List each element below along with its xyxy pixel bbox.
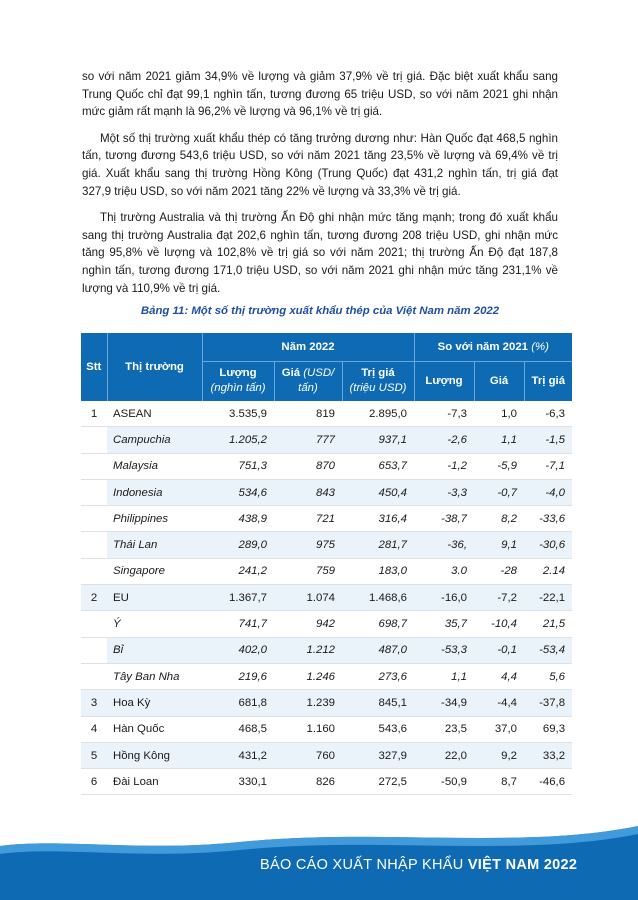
report-title: BÁO CÁO XUẤT NHẬP KHẨU VIỆT NAM 2022 xyxy=(260,857,578,873)
cell-price: 760 xyxy=(274,742,342,768)
cell-price: 721 xyxy=(274,506,342,532)
cell-price: 1.212 xyxy=(274,637,342,663)
table-row xyxy=(81,558,572,584)
cell-c-value: 69,3 xyxy=(524,716,572,742)
header-market: Thị trường xyxy=(107,333,202,401)
cell-c-price: 4,4 xyxy=(474,663,524,689)
cell-c-value: -46,6 xyxy=(524,769,572,795)
cell-name: ASEAN xyxy=(107,401,202,427)
header-cmp-qty: Lượng xyxy=(414,361,474,401)
cell-price: 975 xyxy=(274,532,342,558)
cell-stt xyxy=(81,637,107,663)
cell-value: 272,5 xyxy=(342,769,414,795)
cell-value: 327,9 xyxy=(342,742,414,768)
cell-stt: 6 xyxy=(81,769,107,795)
cell-name: Philippines xyxy=(107,506,202,532)
cell-value: 450,4 xyxy=(342,479,414,505)
cell-value: 698,7 xyxy=(342,611,414,637)
cell-name: Hoa Kỳ xyxy=(107,690,202,716)
table-row xyxy=(81,532,572,558)
cell-c-price: -28 xyxy=(474,558,524,584)
cell-price: 1.239 xyxy=(274,690,342,716)
table-row xyxy=(81,690,572,716)
cell-stt xyxy=(81,427,107,453)
table-row xyxy=(81,506,572,532)
cell-c-price: -0,7 xyxy=(474,479,524,505)
cell-name: Campuchia xyxy=(107,427,202,453)
cell-c-value: -1,5 xyxy=(524,427,572,453)
cell-c-value: 2.14 xyxy=(524,558,572,584)
cell-c-price: -5,9 xyxy=(474,453,524,479)
cell-qty: 219,6 xyxy=(202,663,274,689)
cell-c-value: 33,2 xyxy=(524,742,572,768)
cell-qty: 438,9 xyxy=(202,506,274,532)
cell-c-qty: 22,0 xyxy=(414,742,474,768)
cell-stt xyxy=(81,506,107,532)
table-body xyxy=(81,401,572,795)
table-row xyxy=(81,427,572,453)
cell-c-price: -0,1 xyxy=(474,637,524,663)
table-row xyxy=(81,663,572,689)
cell-value: 543,6 xyxy=(342,716,414,742)
cell-c-value: -6,3 xyxy=(524,401,572,427)
cell-stt: 5 xyxy=(81,742,107,768)
cell-price: 819 xyxy=(274,401,342,427)
header-cmp-price: Giá xyxy=(474,361,524,401)
cell-name: Đài Loan xyxy=(107,769,202,795)
cell-qty: 741,7 xyxy=(202,611,274,637)
header-value: Trị giá (triệu USD) xyxy=(342,361,414,401)
cell-price: 942 xyxy=(274,611,342,637)
cell-c-qty: -50,9 xyxy=(414,769,474,795)
header-year-2022: Năm 2022 xyxy=(202,333,414,361)
cell-name: EU xyxy=(107,585,202,611)
cell-qty: 330,1 xyxy=(202,769,274,795)
cell-qty: 3.535,9 xyxy=(202,401,274,427)
cell-c-value: -33,6 xyxy=(524,506,572,532)
cell-qty: 241,2 xyxy=(202,558,274,584)
cell-c-qty: -36, xyxy=(414,532,474,558)
table-row xyxy=(81,611,572,637)
cell-c-qty: -34,9 xyxy=(414,690,474,716)
cell-c-price: 8,2 xyxy=(474,506,524,532)
cell-name: Indonesia xyxy=(107,479,202,505)
cell-c-price: 8,7 xyxy=(474,769,524,795)
cell-c-qty: -7,3 xyxy=(414,401,474,427)
cell-c-price: 37,0 xyxy=(474,716,524,742)
cell-name: Hàn Quốc xyxy=(107,716,202,742)
cell-c-value: -53,4 xyxy=(524,637,572,663)
page-number: 40 xyxy=(80,830,96,846)
cell-stt: 2 xyxy=(81,585,107,611)
cell-c-qty: -1,2 xyxy=(414,453,474,479)
cell-price: 1.074 xyxy=(274,585,342,611)
cell-price: 1.160 xyxy=(274,716,342,742)
cell-c-value: 5,6 xyxy=(524,663,572,689)
cell-c-qty: -3,3 xyxy=(414,479,474,505)
cell-c-qty: -38,7 xyxy=(414,506,474,532)
cell-c-price: -4,4 xyxy=(474,690,524,716)
cell-value: 845,1 xyxy=(342,690,414,716)
cell-c-price: -10,4 xyxy=(474,611,524,637)
header-stt: Stt xyxy=(81,333,107,401)
cell-price: 826 xyxy=(274,769,342,795)
cell-c-value: -37,8 xyxy=(524,690,572,716)
cell-name: Hồng Kông xyxy=(107,742,202,768)
cell-qty: 534,6 xyxy=(202,479,274,505)
cell-c-price: 1,0 xyxy=(474,401,524,427)
cell-price: 759 xyxy=(274,558,342,584)
cell-c-value: 21,5 xyxy=(524,611,572,637)
paragraph-3: Thị trường Australia và thị trường Ấn Độ ghi nhận mức tăng mạnh; trong đó xuất khẩu sang thị trường Australia đạt 202,6 nghìn tấn, tương đương 208 triệu USD, ghi nhận mức tăng 95,8% về lượng và 102,8% về trị giá so với năm 2021; thị trường Ấn Độ đạt 187,8 nghìn tấn, tương đương 171,0 triệu USD, so với năm 2021 ghi nhận mức tăng 231,1% về lượng và 110,9% về trị giá. xyxy=(82,211,558,295)
cell-c-qty: 1,1 xyxy=(414,663,474,689)
cell-value: 2.895,0 xyxy=(342,401,414,427)
cell-c-price: 1,1 xyxy=(474,427,524,453)
cell-price: 843 xyxy=(274,479,342,505)
cell-qty: 431,2 xyxy=(202,742,274,768)
cell-stt: 1 xyxy=(81,401,107,427)
header-compare-2021: So với năm 2021 (%) xyxy=(414,333,572,361)
cell-c-price: -7,2 xyxy=(474,585,524,611)
cell-qty: 681,8 xyxy=(202,690,274,716)
cell-value: 1.468,6 xyxy=(342,585,414,611)
cell-price: 1.246 xyxy=(274,663,342,689)
cell-stt: 4 xyxy=(81,716,107,742)
cell-c-qty: 3.0 xyxy=(414,558,474,584)
header-cmp-value: Trị giá xyxy=(524,361,572,401)
cell-c-qty: -2,6 xyxy=(414,427,474,453)
table-row xyxy=(81,716,572,742)
header-price: Giá (USD/ tấn) xyxy=(274,361,342,401)
cell-value: 183,0 xyxy=(342,558,414,584)
cell-c-value: -4,0 xyxy=(524,479,572,505)
body-text xyxy=(82,68,558,306)
cell-qty: 1.205,2 xyxy=(202,427,274,453)
cell-qty: 468,5 xyxy=(202,716,274,742)
cell-value: 316,4 xyxy=(342,506,414,532)
cell-c-price: 9,2 xyxy=(474,742,524,768)
cell-stt xyxy=(81,611,107,637)
table-row xyxy=(81,585,572,611)
table-row xyxy=(81,742,572,768)
cell-stt: 3 xyxy=(81,690,107,716)
cell-stt xyxy=(81,663,107,689)
cell-name: Bỉ xyxy=(107,637,202,663)
paragraph-2: Một số thị trường xuất khẩu thép có tăng trưởng dương như: Hàn Quốc đạt 468,5 nghìn tấn, tương đương 543,6 triệu USD, so với năm 2021 tăng 23,5% về lượng và 69,4% về trị giá. Xuất khẩu sang thị trường Hồng Kông (Trung Quốc) đạt 431,2 nghìn tấn, trị giá đạt 327,9 triệu USD, so với năm 2021 tăng 22% về lượng và 33,3% về trị giá. xyxy=(82,131,558,198)
cell-c-value: -7,1 xyxy=(524,453,572,479)
cell-stt xyxy=(81,558,107,584)
steel-export-table xyxy=(81,333,572,795)
cell-value: 273,6 xyxy=(342,663,414,689)
cell-value: 937,1 xyxy=(342,427,414,453)
cell-qty: 402,0 xyxy=(202,637,274,663)
cell-name: Thái Lan xyxy=(107,532,202,558)
table-row xyxy=(81,479,572,505)
cell-name: Singapore xyxy=(107,558,202,584)
cell-c-qty: 23,5 xyxy=(414,716,474,742)
cell-c-qty: -16,0 xyxy=(414,585,474,611)
cell-name: Malaysia xyxy=(107,453,202,479)
table-row xyxy=(81,637,572,663)
cell-c-qty: 35,7 xyxy=(414,611,474,637)
table-row xyxy=(81,769,572,795)
cell-value: 487,0 xyxy=(342,637,414,663)
cell-c-qty: -53,3 xyxy=(414,637,474,663)
table-row xyxy=(81,401,572,427)
cell-value: 281,7 xyxy=(342,532,414,558)
cell-c-price: 9,1 xyxy=(474,532,524,558)
cell-stt xyxy=(81,479,107,505)
header-qty: Lượng (nghìn tấn) xyxy=(202,361,274,401)
cell-c-value: -22,1 xyxy=(524,585,572,611)
table-caption: Bảng 11: Một số thị trường xuất khẩu thép của Việt Nam năm 2022 xyxy=(140,305,500,317)
cell-stt xyxy=(81,453,107,479)
cell-value: 653,7 xyxy=(342,453,414,479)
cell-name: Ý xyxy=(107,611,202,637)
cell-qty: 751,3 xyxy=(202,453,274,479)
cell-stt xyxy=(81,532,107,558)
paragraph-1: so với năm 2021 giảm 34,9% về lượng và giảm 37,9% về trị giá. Đặc biệt xuất khẩu sang Trung Quốc chỉ đạt 99,1 nghìn tấn, tương đương 65 triệu USD, so với năm 2021 ghi nhận mức giảm rất mạnh là 96,2% về lượng và 96,1% về trị giá. xyxy=(82,70,558,119)
table-row xyxy=(81,453,572,479)
cell-name: Tây Ban Nha xyxy=(107,663,202,689)
cell-qty: 1.367,7 xyxy=(202,585,274,611)
cell-price: 777 xyxy=(274,427,342,453)
cell-price: 870 xyxy=(274,453,342,479)
cell-qty: 289,0 xyxy=(202,532,274,558)
cell-c-value: -30,6 xyxy=(524,532,572,558)
